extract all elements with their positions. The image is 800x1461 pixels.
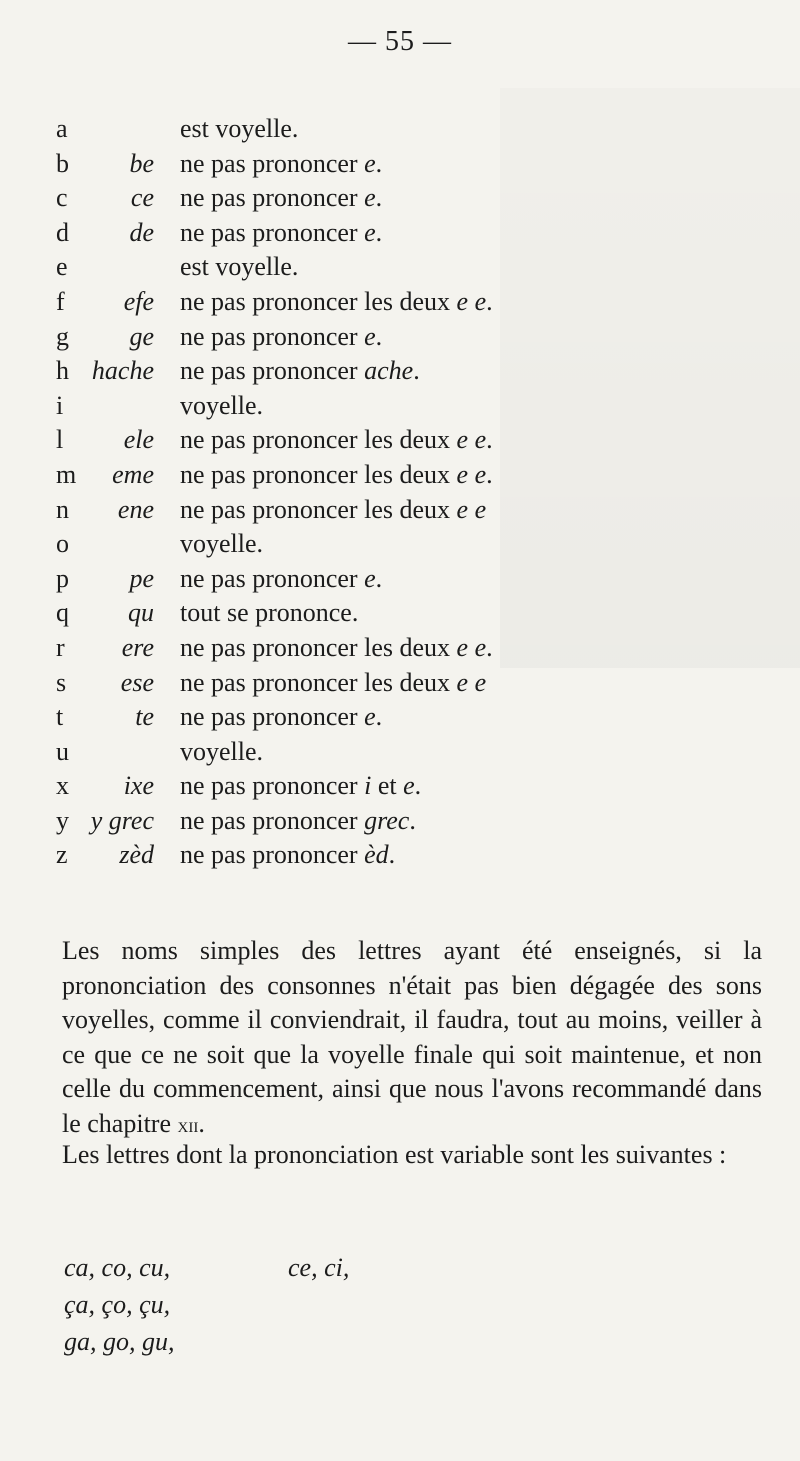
pronunciation-rule: ne pas prononcer ache. [180, 356, 420, 386]
pronunciation-rule: tout se prononce. [180, 598, 359, 628]
example-row [64, 1324, 564, 1361]
letter-name: efe [123, 286, 154, 316]
rule-emphasis: e e [456, 425, 487, 455]
letter-row [0, 493, 800, 528]
letter-row [0, 631, 800, 666]
rule-emphasis: e e [456, 632, 487, 662]
letter-name: ge [129, 321, 154, 351]
letter: d [56, 217, 69, 247]
letter-name: be [129, 148, 154, 178]
pronunciation-rule: ne pas prononcer les deux e e [180, 494, 487, 524]
letter-row [0, 250, 800, 285]
letter-row [0, 838, 800, 873]
letter-name: eme [112, 459, 154, 489]
letter: z [56, 840, 68, 870]
letter-row [0, 562, 800, 597]
letter-row [0, 112, 800, 147]
letter-row [0, 320, 800, 355]
letter-row [0, 700, 800, 735]
pronunciation-rule: ne pas prononcer les deux e e. [180, 632, 493, 662]
letter: u [56, 736, 69, 766]
rule-emphasis: e [364, 148, 376, 178]
letter: q [56, 598, 69, 628]
rule-emphasis: èd [364, 840, 389, 870]
pronunciation-rule: voyelle. [180, 390, 264, 420]
pronunciation-rule: ne pas prononcer les deux e e [180, 667, 487, 697]
examples-list [64, 1250, 564, 1361]
example-row [64, 1287, 564, 1324]
letter-name: te [135, 702, 154, 732]
letter: s [56, 667, 67, 697]
letter: t [56, 702, 64, 732]
letter: e [56, 252, 68, 282]
paragraph-2-text: Les lettres dont la prononciation est variable sont les suivantes : [62, 1140, 727, 1169]
pronunciation-rule: ne pas prononcer les deux e e. [180, 425, 493, 455]
pronunciation-rule: voyelle. [180, 736, 264, 766]
letter: f [56, 286, 65, 316]
rule-emphasis: e [364, 702, 376, 732]
pronunciation-rule: ne pas prononcer i et e. [180, 771, 422, 801]
pronunciation-rule: ne pas prononcer èd. [180, 840, 396, 870]
letter: b [56, 148, 69, 178]
rule-emphasis: e e [456, 494, 487, 524]
pronunciation-rule: ne pas prononcer les deux e e. [180, 286, 493, 316]
letter: n [56, 494, 69, 524]
rule-emphasis: e e [456, 459, 487, 489]
letter-row [0, 423, 800, 458]
pronunciation-rule: ne pas prononcer e. [180, 563, 383, 593]
letter: r [56, 632, 65, 662]
paragraph-1-end: . [198, 1108, 205, 1138]
letter-row [0, 285, 800, 320]
letter-name: hache [91, 356, 154, 386]
rule-emphasis: e [403, 771, 415, 801]
letter-name: ele [123, 425, 154, 455]
letter-row [0, 181, 800, 216]
letter-row [0, 216, 800, 251]
letter-name: ere [121, 632, 154, 662]
letter-row [0, 147, 800, 182]
letter: l [56, 425, 64, 455]
rule-emphasis: ache [364, 356, 414, 386]
rule-emphasis: e [364, 183, 376, 213]
letter-name: ixe [123, 771, 154, 801]
letter-name: ese [120, 667, 154, 697]
letter-row [0, 735, 800, 770]
letter-name: qu [128, 598, 154, 628]
letter-name: zèd [119, 840, 154, 870]
paragraph-1-text: Les noms simples des lettres ayant été enseignés, si la prononciation des consonnes n'était pas bien dégagée des sons voyelles, comme il conviendrait, il faudra, tout au moins, veiller à ce que ce ne soit que la voyelle finale qui soit maintenue, et non celle du commencement, ainsi que nous l'avons recommandé dans le chapitre [62, 936, 762, 1138]
pronunciation-rule: est voyelle. [180, 252, 299, 282]
pronunciation-rule: voyelle. [180, 529, 264, 559]
pronunciation-rule: est voyelle. [180, 114, 299, 143]
letter: i [56, 390, 64, 420]
letter-row [0, 458, 800, 493]
paragraph-2 [62, 1138, 762, 1173]
letter-row [0, 596, 800, 631]
letter: a [56, 114, 68, 143]
rule-emphasis: grec [364, 805, 410, 835]
letter: p [56, 563, 69, 593]
rule-emphasis: e [364, 563, 376, 593]
letter: g [56, 321, 69, 351]
letter-name: de [129, 217, 154, 247]
letter: y [56, 805, 69, 835]
letter-name: ce [130, 183, 154, 213]
letter: h [56, 356, 69, 386]
letter-row [0, 527, 800, 562]
page-number: — 55 — [348, 26, 452, 57]
letter-row [0, 769, 800, 804]
letter: o [56, 529, 69, 559]
letter-row [0, 389, 800, 424]
pronunciation-rule: ne pas prononcer grec. [180, 805, 416, 835]
example-left: ca, co, cu, [64, 1253, 171, 1282]
rule-emphasis: e [364, 217, 376, 247]
example-left: ga, go, gu, [64, 1327, 175, 1356]
rule-emphasis: e [364, 321, 376, 351]
pronunciation-rule: ne pas prononcer les deux e e. [180, 459, 493, 489]
letter-name: pe [129, 563, 154, 593]
letter-name: ene [117, 494, 154, 524]
example-left: ça, ço, çu, [64, 1290, 171, 1319]
letter-name: y grec [90, 805, 154, 835]
chapter-reference: xii [177, 1111, 199, 1137]
pronunciation-rule: ne pas prononcer e. [180, 217, 383, 247]
pronunciation-rule: ne pas prononcer e. [180, 702, 383, 732]
pronunciation-rule: ne pas prononcer e. [180, 183, 383, 213]
rule-emphasis: e e [456, 667, 487, 697]
example-right: ce, ci, [288, 1253, 350, 1282]
rule-emphasis: i [364, 771, 372, 801]
letter: c [56, 183, 68, 213]
rule-emphasis: e e [456, 286, 487, 316]
letter-table [0, 112, 800, 873]
letter-row [0, 666, 800, 701]
example-row [64, 1250, 564, 1287]
letter-row [0, 804, 800, 839]
pronunciation-rule: ne pas prononcer e. [180, 321, 383, 351]
paragraph-1 [62, 934, 762, 1142]
letter-row [0, 354, 800, 389]
letter: m [56, 459, 77, 489]
letter: x [56, 771, 69, 801]
pronunciation-rule: ne pas prononcer e. [180, 148, 383, 178]
